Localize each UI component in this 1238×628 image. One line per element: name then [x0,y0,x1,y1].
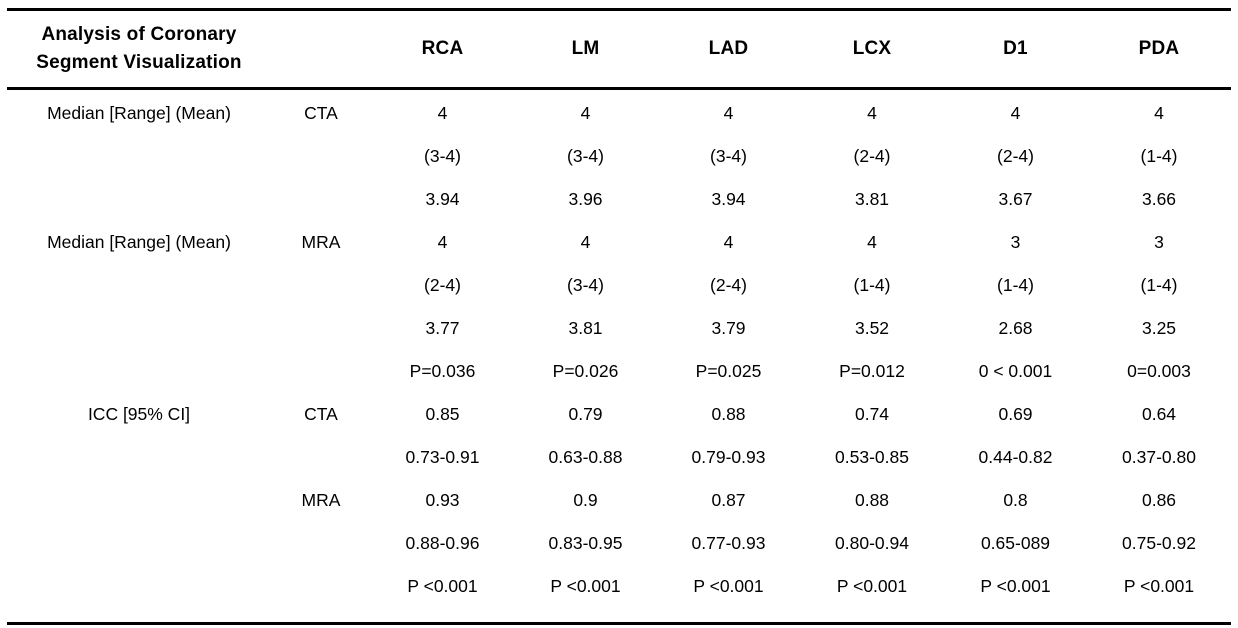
row-modality [271,264,371,307]
value-cell: 0.85 [425,404,460,424]
value-cell: 4 [1154,103,1164,123]
row-modality [271,565,371,624]
value-cell: (3-4) [424,146,461,166]
value-cell: P=0.025 [695,361,762,381]
table-title-line2: Segment Visualization [36,52,242,73]
table-row [7,479,1231,522]
row-label [7,135,271,178]
value-cell: 0.93 [425,490,460,510]
value-cell: 3.81 [854,189,890,209]
value-cell: 0.88-0.96 [405,533,480,553]
column-header-lm: LM [571,38,600,59]
value-cell: 4 [723,103,734,123]
row-label [7,350,271,393]
row-label [7,479,271,522]
value-cell: 0.73-0.91 [405,447,480,467]
value-cell: 3.25 [1141,318,1177,338]
value-cell: P <0.001 [1123,576,1195,596]
value-cell: 3.81 [568,318,603,338]
modality-header-empty [271,10,371,89]
table-row [7,135,1231,178]
table-row [7,307,1231,350]
value-cell: (2-4) [424,275,461,295]
row-modality [271,178,371,221]
value-cell: 3.66 [1141,189,1177,209]
value-cell: P <0.001 [693,576,764,596]
value-cell: (3-4) [567,275,604,295]
value-cell: 3.77 [425,318,460,338]
value-cell: 0.87 [711,490,746,510]
value-cell: (1-4) [997,275,1034,295]
column-header-lad: LAD [708,38,749,59]
value-cell: P <0.001 [836,576,908,596]
value-cell: 0.9 [573,490,598,510]
row-label [7,178,271,221]
table-row [7,565,1231,624]
value-cell: (1-4) [853,275,891,295]
row-modality [271,350,371,393]
value-cell: 4 [580,232,591,252]
table-row [7,522,1231,565]
value-cell: 0 < 0.001 [978,361,1053,381]
value-cell: (2-4) [853,146,891,166]
table-row [7,350,1231,393]
column-header-rca: RCA [421,38,464,59]
value-cell: 0.75-0.92 [1122,533,1196,553]
row-modality [271,135,371,178]
value-cell: P <0.001 [550,576,621,596]
row-modality [271,307,371,350]
value-cell: 4 [867,103,877,123]
value-cell: (1-4) [1140,146,1178,166]
table-title [7,10,271,89]
value-cell: 0.8 [1003,490,1028,510]
table-title-line1: Analysis of Coronary [41,24,237,45]
row-label: ICC [95% CI] [87,404,191,424]
value-cell: (3-4) [567,146,604,166]
table-row [7,178,1231,221]
value-cell: P <0.001 [980,576,1051,596]
value-cell: 4 [1010,103,1021,123]
value-cell: P <0.001 [407,576,478,596]
row-label [7,522,271,565]
value-cell: 3 [1010,232,1021,252]
row-modality: CTA [304,404,338,424]
coronary-visualization-table [7,8,1231,625]
value-cell: 4 [723,232,734,252]
value-cell: 3.94 [425,189,460,209]
value-cell: 3.94 [711,189,746,209]
table-row [7,393,1231,436]
value-cell: 0=0.003 [1127,361,1191,381]
row-modality [271,522,371,565]
table-row [7,436,1231,479]
value-cell: 3.79 [711,318,746,338]
value-cell: 0.83-0.95 [548,533,623,553]
value-cell: P=0.012 [839,361,905,381]
value-cell: 0.79-0.93 [691,447,766,467]
value-cell: 3.67 [998,189,1033,209]
value-cell: 0.88 [854,490,890,510]
value-cell: 0.37-0.80 [1122,447,1196,467]
value-cell: 0.69 [998,404,1033,424]
value-cell: 0.64 [1141,404,1177,424]
value-cell: 0.86 [1141,490,1177,510]
row-label [7,565,271,624]
header-row [7,10,1231,89]
value-cell: 3.52 [854,318,890,338]
value-cell: (3-4) [710,146,747,166]
value-cell: 4 [437,103,448,123]
column-header-d1: D1 [1003,38,1028,59]
value-cell: 4 [867,232,877,252]
value-cell: 2.68 [998,318,1033,338]
value-cell: 0.79 [568,404,603,424]
row-label [7,264,271,307]
value-cell: 4 [580,103,591,123]
value-cell: (2-4) [997,146,1034,166]
row-label [7,436,271,479]
value-cell: 0.44-0.82 [978,447,1053,467]
row-label: Median [Range] (Mean) [47,232,231,252]
value-cell: 3.96 [568,189,603,209]
column-header-lcx: LCX [852,38,892,59]
table-row [7,264,1231,307]
value-cell: P=0.036 [409,361,476,381]
value-cell: 0.53-0.85 [835,447,909,467]
value-cell: 0.65-089 [980,533,1051,553]
row-label [7,307,271,350]
value-cell: 0.80-0.94 [835,533,909,553]
row-modality: MRA [301,490,341,510]
value-cell: P=0.026 [552,361,619,381]
value-cell: (2-4) [710,275,747,295]
column-header-pda: PDA [1138,38,1180,59]
value-cell: 0.77-0.93 [691,533,766,553]
row-modality: CTA [304,103,338,123]
row-label: Median [Range] (Mean) [47,103,231,123]
row-modality [271,436,371,479]
value-cell: 0.74 [854,404,890,424]
value-cell: (1-4) [1140,275,1178,295]
value-cell: 0.63-0.88 [548,447,623,467]
table-row [7,89,1231,136]
value-cell: 4 [437,232,448,252]
table-row [7,221,1231,264]
value-cell: 3 [1154,232,1164,252]
row-modality: MRA [301,232,341,252]
value-cell: 0.88 [711,404,746,424]
